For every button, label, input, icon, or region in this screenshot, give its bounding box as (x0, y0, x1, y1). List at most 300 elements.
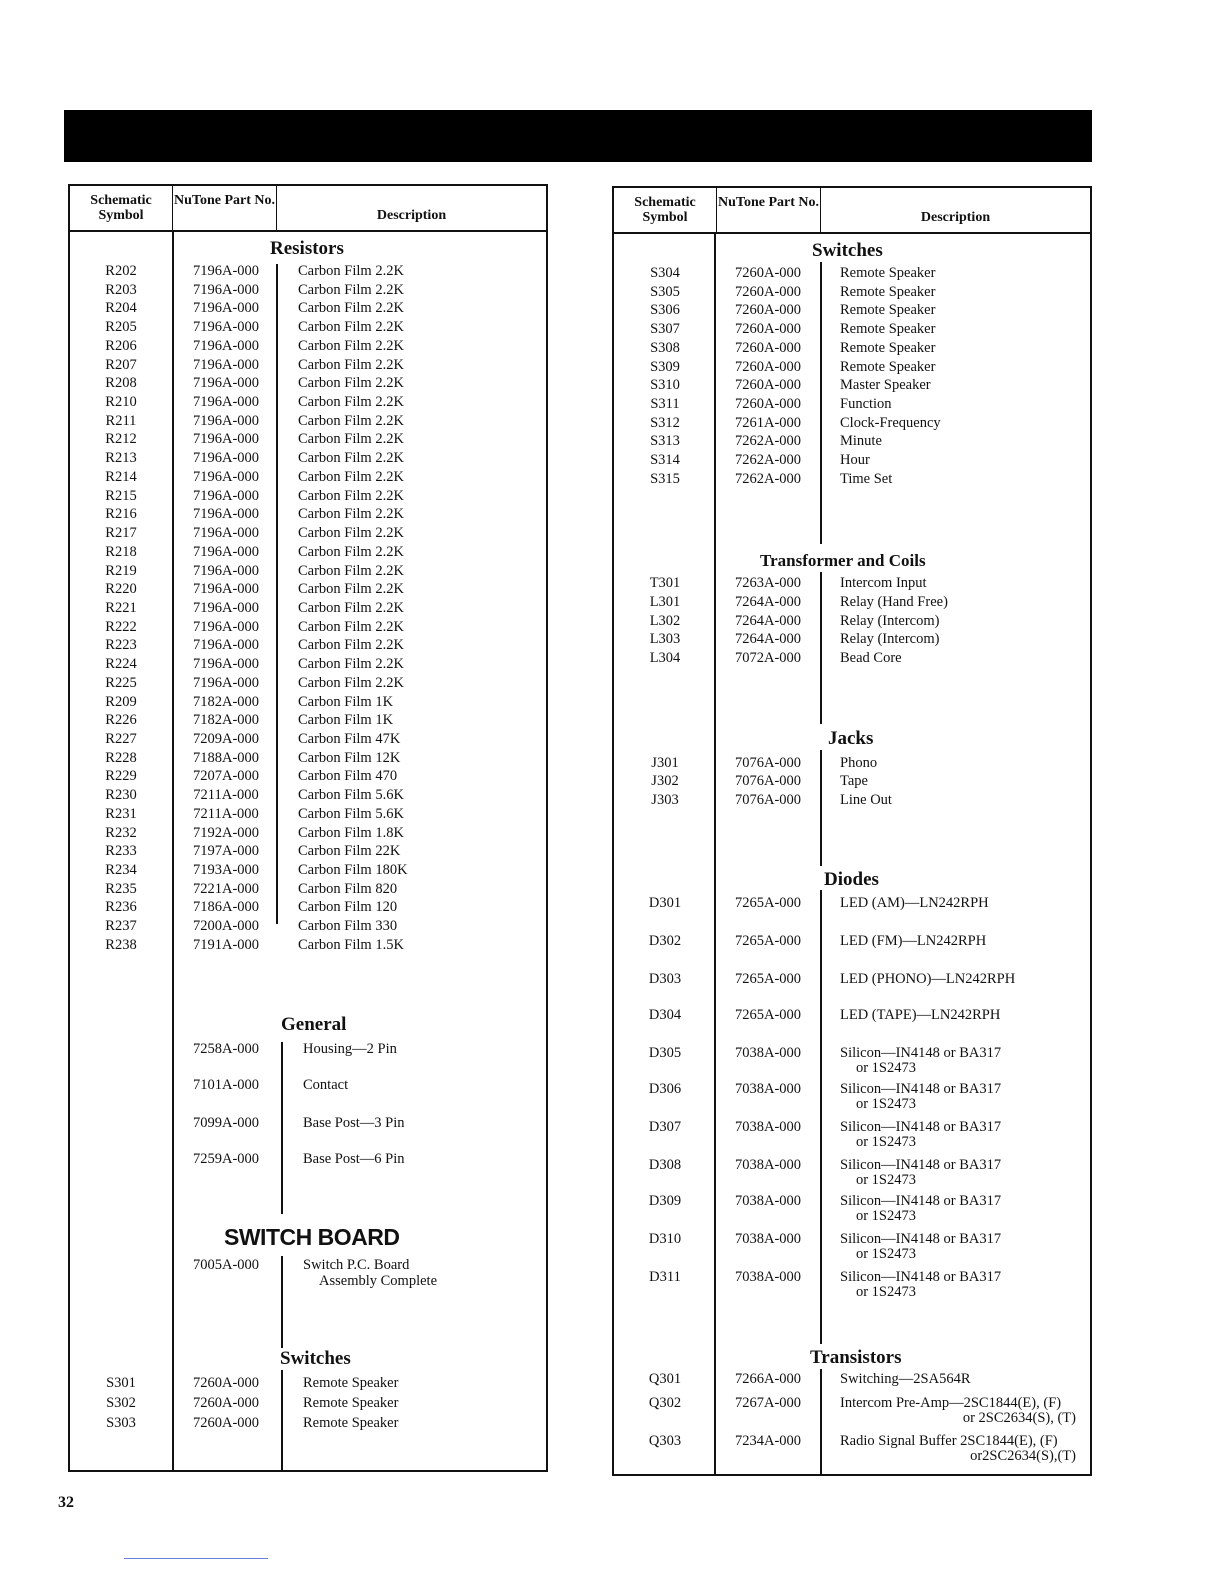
part-number: 7263A-000 (734, 575, 802, 591)
description: Carbon Film 2.2K (298, 506, 404, 522)
description: LED (AM)—LN242RPH (840, 895, 989, 911)
table-row (70, 524, 546, 542)
description: Switching—2SA564R (840, 1371, 971, 1387)
section-title-switches: Switches (812, 240, 883, 261)
table-row (70, 430, 546, 448)
description: Radio Signal Buffer 2SC1844(E), (F) (840, 1433, 1058, 1449)
schematic-symbol: R237 (105, 918, 137, 934)
description: Remote Speaker (303, 1375, 399, 1391)
part-number: 7258A-000 (192, 1041, 260, 1057)
description: Carbon Film 820 (298, 881, 398, 897)
description: Carbon Film 2.2K (298, 338, 404, 354)
schematic-symbol: R204 (105, 300, 137, 316)
description: Relay (Hand Free) (840, 594, 948, 610)
table-row (70, 693, 546, 711)
schematic-symbol: R229 (105, 768, 137, 784)
part-number: 7264A-000 (734, 594, 802, 610)
part-number: 7038A-000 (734, 1269, 802, 1285)
table-row (70, 1394, 546, 1412)
description: Carbon Film 22K (298, 843, 401, 859)
description: Tape (840, 773, 868, 789)
table-row (614, 630, 1090, 648)
schematic-symbol: D305 (648, 1045, 682, 1061)
description: Carbon Film 2.2K (298, 619, 404, 635)
table-row (614, 1080, 1090, 1098)
part-number: 7260A-000 (734, 284, 802, 300)
description: Carbon Film 2.2K (298, 300, 404, 316)
schematic-symbol: R228 (105, 750, 137, 766)
part-number: 7234A-000 (734, 1433, 802, 1449)
part-number: 7186A-000 (192, 899, 260, 915)
part-number: 7197A-000 (192, 843, 260, 859)
schematic-symbol: L301 (649, 594, 681, 610)
description-continued: or 2SC2634(S), (T) (962, 1410, 1076, 1426)
description-continued: or2SC2634(S),(T) (970, 1448, 1076, 1464)
schematic-symbol: R212 (105, 431, 137, 447)
description: Carbon Film 2.2K (298, 282, 404, 298)
table-row (614, 970, 1090, 988)
description: Carbon Film 2.2K (298, 581, 404, 597)
section-title-general: General (281, 1014, 347, 1035)
description: LED (FM)—LN242RPH (840, 933, 987, 949)
schematic-symbol: R235 (105, 881, 137, 897)
description: Silicon—IN4148 or BA317 (840, 1193, 1002, 1209)
left-parts-table (68, 184, 548, 1472)
part-number: 7260A-000 (192, 1415, 260, 1431)
table-row (614, 932, 1090, 950)
description: Silicon—IN4148 or BA317 (840, 1157, 1002, 1173)
part-number: 7196A-000 (192, 338, 260, 354)
part-number: 7259A-000 (192, 1151, 260, 1167)
schematic-symbol: D307 (648, 1119, 682, 1135)
right-table-header (614, 188, 1090, 234)
table-row (70, 299, 546, 317)
part-number: 7196A-000 (192, 413, 260, 429)
description: Remote Speaker (303, 1415, 399, 1431)
header-symbol: Schematic Symbol (90, 193, 152, 223)
switch-board-row-cont (70, 1272, 546, 1290)
table-row (70, 917, 546, 935)
schematic-symbol: L304 (649, 650, 681, 666)
schematic-symbol: R218 (105, 544, 137, 560)
part-number: 7265A-000 (734, 1007, 802, 1023)
part-number: 7196A-000 (192, 263, 260, 279)
table-row (70, 262, 546, 280)
description: Carbon Film 2.2K (298, 469, 404, 485)
description: Clock-Frequency (840, 415, 941, 431)
description: Carbon Film 120 (298, 899, 398, 915)
header-bar (64, 110, 1092, 162)
part-number: 7265A-000 (734, 933, 802, 949)
table-row (70, 356, 546, 374)
schematic-symbol: R225 (105, 675, 137, 691)
schematic-symbol: S306 (650, 302, 680, 318)
description: Master Speaker (840, 377, 931, 393)
table-row (614, 301, 1090, 319)
table-row (70, 936, 546, 954)
table-row (614, 1044, 1090, 1062)
part-number: 7191A-000 (192, 937, 260, 953)
description: Carbon Film 2.2K (298, 600, 404, 616)
part-number: 7211A-000 (193, 806, 259, 822)
table-row (614, 395, 1090, 413)
description: Carbon Film 2.2K (298, 488, 404, 504)
description: Carbon Film 2.2K (298, 656, 404, 672)
schematic-symbol: J303 (651, 792, 679, 808)
left-table-header (70, 186, 546, 232)
table-row (614, 754, 1090, 772)
table-row (70, 880, 546, 898)
description: LED (PHONO)—LN242RPH (840, 971, 1016, 987)
table-row (70, 374, 546, 392)
part-number: 7260A-000 (734, 396, 802, 412)
description: Carbon Film 1.5K (298, 937, 404, 953)
table-row (70, 505, 546, 523)
description: Carbon Film 2.2K (298, 394, 404, 410)
part-number: 7196A-000 (192, 600, 260, 616)
table-row (70, 599, 546, 617)
part-number: 7182A-000 (192, 712, 260, 728)
schematic-symbol: R222 (105, 619, 137, 635)
description: Carbon Film 2.2K (298, 525, 404, 541)
table-row (70, 636, 546, 654)
description: Carbon Film 2.2K (298, 413, 404, 429)
part-number: 7099A-000 (192, 1115, 260, 1131)
description: Carbon Film 1K (298, 712, 394, 728)
description: Function (840, 396, 892, 412)
header-part: NuTone Part No. (716, 188, 820, 232)
part-number: 7261A-000 (734, 415, 802, 431)
part-number: 7267A-000 (734, 1395, 802, 1411)
table-row (614, 1370, 1090, 1388)
part-number: 7260A-000 (192, 1375, 260, 1391)
part-number: 7264A-000 (734, 613, 802, 629)
description-continued: or 1S2473 (855, 1096, 916, 1112)
schematic-symbol: J301 (651, 755, 679, 771)
table-row (70, 674, 546, 692)
schematic-symbol: D310 (648, 1231, 682, 1247)
description: Silicon—IN4148 or BA317 (840, 1269, 1002, 1285)
section-title-resistors: Resistors (270, 238, 344, 259)
description: Contact (303, 1077, 349, 1093)
schematic-symbol: T301 (649, 575, 681, 591)
part-number: 7262A-000 (734, 471, 802, 487)
schematic-symbol: S301 (106, 1375, 136, 1391)
schematic-symbol: R234 (105, 862, 137, 878)
description: Silicon—IN4148 or BA317 (840, 1119, 1002, 1135)
description: Relay (Intercom) (840, 613, 940, 629)
table-row (70, 318, 546, 336)
part-number: 7196A-000 (192, 581, 260, 597)
schematic-symbol: R232 (105, 825, 137, 841)
schematic-symbol: D311 (649, 1269, 681, 1285)
description: Remote Speaker (840, 340, 936, 356)
part-number: 7038A-000 (734, 1045, 802, 1061)
description: Carbon Film 2.2K (298, 357, 404, 373)
part-number: 7196A-000 (192, 619, 260, 635)
section-title-diodes: Diodes (824, 869, 879, 890)
description: Relay (Intercom) (840, 631, 940, 647)
description: Phono (840, 755, 878, 771)
schematic-symbol: R224 (105, 656, 137, 672)
table-row (70, 805, 546, 823)
table-row (614, 894, 1090, 912)
part-number: 7196A-000 (192, 282, 260, 298)
section-title-transistors: Transistors (810, 1347, 902, 1368)
schematic-symbol: R205 (105, 319, 137, 335)
table-row (614, 791, 1090, 809)
schematic-symbol: S315 (650, 471, 680, 487)
part-number: 7196A-000 (192, 450, 260, 466)
schematic-symbol: D303 (648, 971, 682, 987)
schematic-symbol: R236 (105, 899, 137, 915)
schematic-symbol: R202 (105, 263, 137, 279)
part-number: 7076A-000 (734, 773, 802, 789)
table-row (70, 580, 546, 598)
schematic-symbol: L303 (649, 631, 681, 647)
table-row (614, 612, 1090, 630)
description: Carbon Film 2.2K (298, 675, 404, 691)
part-number: 7260A-000 (734, 340, 802, 356)
table-row (614, 414, 1090, 432)
table-row (614, 1006, 1090, 1024)
header-part: NuTone Part No. (172, 186, 276, 230)
table-row (70, 562, 546, 580)
part-number: 7196A-000 (192, 506, 260, 522)
page-number: 32 (58, 1494, 74, 1511)
description-continued: or 1S2473 (855, 1208, 916, 1224)
table-row (70, 449, 546, 467)
description-continued: or 1S2473 (855, 1134, 916, 1150)
schematic-symbol: J302 (651, 773, 679, 789)
header-description: Description (820, 188, 1090, 232)
part-number: 7221A-000 (192, 881, 260, 897)
schematic-symbol: D308 (648, 1157, 682, 1173)
description: Remote Speaker (840, 359, 936, 375)
description-continued: or 1S2473 (855, 1246, 916, 1262)
schematic-symbol: R209 (105, 694, 137, 710)
table-row (70, 898, 546, 916)
table-row (70, 543, 546, 561)
table-row (614, 649, 1090, 667)
table-row (70, 412, 546, 430)
part-number: 7196A-000 (192, 525, 260, 541)
table-row (614, 1230, 1090, 1248)
part-number: 7196A-000 (192, 431, 260, 447)
table-row (614, 451, 1090, 469)
schematic-symbol: S303 (106, 1415, 136, 1431)
schematic-symbol: Q302 (648, 1395, 682, 1411)
section-title-switches: Switches (280, 1348, 351, 1369)
table-row (70, 1040, 546, 1058)
table-row (70, 337, 546, 355)
section-title-jacks: Jacks (828, 728, 874, 749)
description: Carbon Film 2.2K (298, 563, 404, 579)
schematic-symbol: D306 (648, 1081, 682, 1097)
schematic-symbol: S311 (650, 396, 680, 412)
part-number: 7196A-000 (192, 488, 260, 504)
section-title-transformer: Transformer and Coils (760, 551, 926, 570)
part-number: 7266A-000 (734, 1371, 802, 1387)
schematic-symbol: R230 (105, 787, 137, 803)
description: Carbon Film 5.6K (298, 787, 404, 803)
table-row (614, 339, 1090, 357)
schematic-symbol: S304 (650, 265, 680, 281)
schematic-symbol: R216 (105, 506, 137, 522)
part-number: 7076A-000 (734, 755, 802, 771)
header-description: Description (276, 186, 546, 230)
description: Bead Core (840, 650, 902, 666)
description: Carbon Film 470 (298, 768, 398, 784)
schematic-symbol: R207 (105, 357, 137, 373)
description: Carbon Film 2.2K (298, 450, 404, 466)
description-continued: or 1S2473 (855, 1172, 916, 1188)
schematic-symbol: R208 (105, 375, 137, 391)
schematic-symbol: S308 (650, 340, 680, 356)
schematic-symbol: L302 (649, 613, 681, 629)
table-row (614, 772, 1090, 790)
description: Carbon Film 2.2K (298, 375, 404, 391)
part-number: 7196A-000 (192, 675, 260, 691)
schematic-symbol: S312 (650, 415, 680, 431)
part-number: 7260A-000 (734, 265, 802, 281)
schematic-symbol: R231 (105, 806, 137, 822)
description-continued: or 1S2473 (855, 1284, 916, 1300)
part-number: 7262A-000 (734, 433, 802, 449)
table-row (614, 1156, 1090, 1174)
description: Carbon Film 2.2K (298, 637, 404, 653)
description: Silicon—IN4148 or BA317 (840, 1231, 1002, 1247)
schematic-symbol: R227 (105, 731, 137, 747)
table-row (70, 730, 546, 748)
table-row (614, 320, 1090, 338)
schematic-symbol: Q301 (648, 1371, 682, 1387)
description: Remote Speaker (840, 321, 936, 337)
part-number: 7188A-000 (192, 750, 260, 766)
table-row (614, 470, 1090, 488)
part-number: 7207A-000 (192, 768, 260, 784)
description: Switch P.C. Board (303, 1257, 410, 1273)
table-row (70, 1374, 546, 1392)
table-row (70, 1114, 546, 1132)
table-row (70, 861, 546, 879)
table-row (614, 1118, 1090, 1136)
table-row (614, 283, 1090, 301)
part-number: 7038A-000 (734, 1119, 802, 1135)
description: Carbon Film 2.2K (298, 263, 404, 279)
section-title-switch-board: SWITCH BOARD (224, 1224, 400, 1250)
table-row (614, 432, 1090, 450)
part-number: 7260A-000 (734, 359, 802, 375)
table-row (70, 281, 546, 299)
table-row (70, 1076, 546, 1094)
schematic-symbol: R217 (105, 525, 137, 541)
part-number: 7192A-000 (192, 825, 260, 841)
schematic-symbol: S310 (650, 377, 680, 393)
schematic-symbol: R213 (105, 450, 137, 466)
part-number: 7005A-000 (192, 1257, 260, 1273)
description: Carbon Film 47K (298, 731, 401, 747)
table-row (70, 1414, 546, 1432)
table-row (70, 749, 546, 767)
description: Time Set (840, 471, 893, 487)
part-number: 7038A-000 (734, 1193, 802, 1209)
schematic-symbol: R238 (105, 937, 137, 953)
part-number: 7196A-000 (192, 357, 260, 373)
part-number: 7076A-000 (734, 792, 802, 808)
schematic-symbol: R206 (105, 338, 137, 354)
part-number: 7209A-000 (192, 731, 260, 747)
table-row (70, 618, 546, 636)
description: Carbon Film 12K (298, 750, 401, 766)
part-number: 7196A-000 (192, 637, 260, 653)
schematic-symbol: D301 (648, 895, 682, 911)
description: Remote Speaker (840, 302, 936, 318)
part-number: 7264A-000 (734, 631, 802, 647)
description: Intercom Pre-Amp—2SC1844(E), (F) (840, 1395, 1062, 1411)
part-number: 7260A-000 (734, 321, 802, 337)
part-number: 7211A-000 (193, 787, 259, 803)
description: Minute (840, 433, 882, 449)
part-number: 7196A-000 (192, 656, 260, 672)
part-number: 7196A-000 (192, 300, 260, 316)
table-row (70, 468, 546, 486)
schematic-symbol: D304 (648, 1007, 682, 1023)
schematic-symbol: R221 (105, 600, 137, 616)
schematic-symbol: R220 (105, 581, 137, 597)
table-row (70, 824, 546, 842)
description: Carbon Film 2.2K (298, 319, 404, 335)
description: Carbon Film 1K (298, 694, 394, 710)
table-row (614, 593, 1090, 611)
right-parts-table (612, 186, 1092, 1476)
description: Carbon Film 2.2K (298, 431, 404, 447)
table-row (70, 393, 546, 411)
table-row (70, 767, 546, 785)
description: Line Out (840, 792, 892, 808)
description: Carbon Film 180K (298, 862, 408, 878)
schematic-symbol: S313 (650, 433, 680, 449)
part-number: 7262A-000 (734, 452, 802, 468)
footer-line (124, 1558, 268, 1559)
table-row (614, 574, 1090, 592)
description: Silicon—IN4148 or BA317 (840, 1081, 1002, 1097)
part-number: 7196A-000 (192, 544, 260, 560)
description: Housing—2 Pin (303, 1041, 397, 1057)
table-row (614, 264, 1090, 282)
description: Remote Speaker (303, 1395, 399, 1411)
part-number: 7038A-000 (734, 1081, 802, 1097)
part-number: 7265A-000 (734, 895, 802, 911)
description: Remote Speaker (840, 284, 936, 300)
schematic-symbol: R219 (105, 563, 137, 579)
schematic-symbol: S305 (650, 284, 680, 300)
part-number: 7038A-000 (734, 1157, 802, 1173)
table-row (70, 711, 546, 729)
description: Carbon Film 1.8K (298, 825, 404, 841)
table-row (614, 1192, 1090, 1210)
part-number: 7072A-000 (734, 650, 802, 666)
schematic-symbol: R210 (105, 394, 137, 410)
schematic-symbol: S302 (106, 1395, 136, 1411)
part-number: 7260A-000 (734, 377, 802, 393)
table-row (70, 842, 546, 860)
description: Carbon Film 5.6K (298, 806, 404, 822)
header-symbol: Schematic Symbol (634, 195, 696, 225)
schematic-symbol: S314 (650, 452, 680, 468)
part-number: 7101A-000 (192, 1077, 260, 1093)
schematic-symbol: R233 (105, 843, 137, 859)
